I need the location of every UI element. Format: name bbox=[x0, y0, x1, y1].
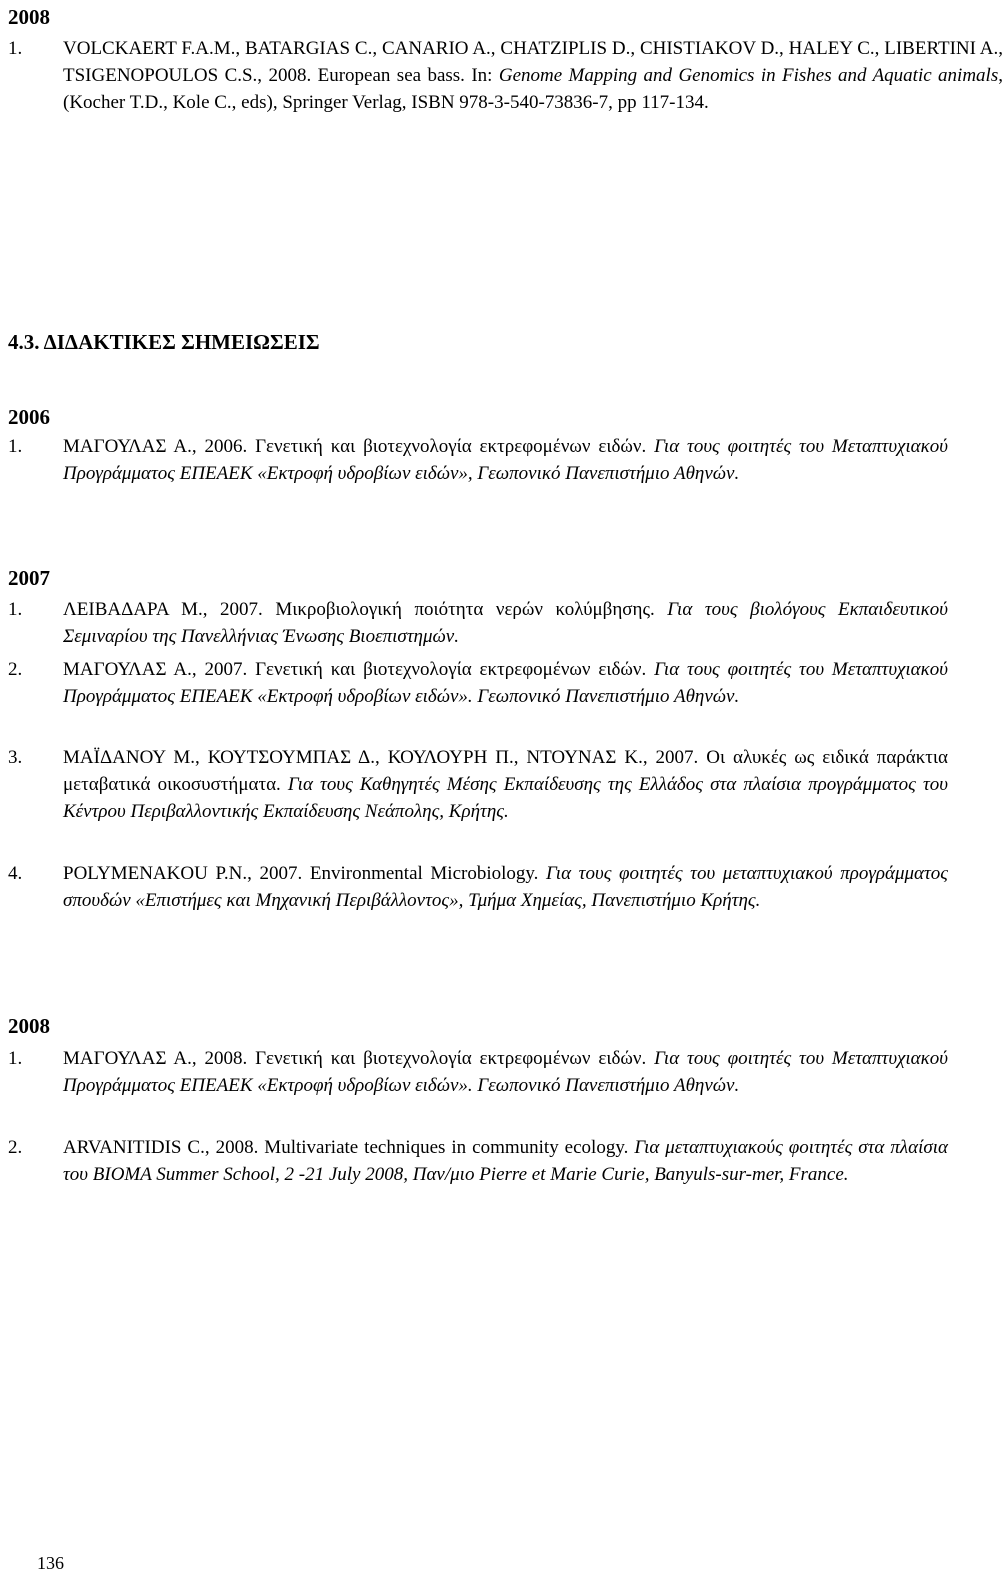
entry-number: 2. bbox=[8, 1137, 23, 1158]
entry-authors: VOLCKAERT F.A.M., BATARGIAS C., CANARIO A., CHATZIPLIS D., CHISTIAKOV D., HALEY C., LIBERTINI A., TSIGENOPOULOS C.S., 2008. European sea bass. In: bbox=[63, 38, 1003, 86]
entry-number: 1. bbox=[8, 38, 23, 59]
year-heading-2007: 2007 bbox=[8, 566, 50, 590]
lecture-entry bbox=[8, 860, 948, 914]
entry-main-text: ARVANITIDIS C., 2008. Multivariate techniques in community ecology. bbox=[63, 1137, 635, 1158]
year-heading-2008: 2008 bbox=[8, 1014, 50, 1038]
lecture-entry bbox=[8, 1134, 948, 1188]
entry-details: , (Kocher T.D., Kole C., eds), Springer Verlag, ISBN 978-3-540-73836-7, pp 117-134. bbox=[63, 65, 1003, 113]
page-number: 136 bbox=[37, 1553, 64, 1573]
lecture-entry bbox=[8, 744, 948, 825]
entry-main-text: ΜΑΓΟΥΛΑΣ Α., 2008. Γενετική και βιοτεχνολογία εκτρεφομένων ειδών. bbox=[63, 1048, 655, 1069]
section-title: 4.3. ΔΙΔΑΚΤΙΚΕΣ ΣΗΜΕΙΩΣΕΙΣ bbox=[8, 330, 320, 354]
entry-audience: Για μεταπτυχιακούς φοιτητές στα πλαίσια του BIOMA Summer School, 2 -21 July 2008, Παν/μιο Pierre et Marie Curie, Banyuls-sur-mer, France. bbox=[63, 1137, 948, 1185]
entry-main-text: ΛΕΙΒΑΔΑΡΑ Μ., 2007. Μικροβιολογική ποιότητα νερών κολύμβησης. bbox=[63, 599, 668, 620]
entry-main-text: ΜΑΓΟΥΛΑΣ Α., 2007. Γενετική και βιοτεχνολογία εκτρεφομένων ειδών. bbox=[63, 659, 655, 680]
entry-main-text: POLYMENAKOU P.N., 2007. Environmental Microbiology. bbox=[63, 863, 547, 884]
lecture-entry bbox=[8, 1045, 948, 1099]
entry-audience: Για τους φοιτητές του Μεταπτυχιακού Προγράμματος ΕΠΕΑΕΚ «Εκτροφή υδροβίων ειδών». Γεωπονικό Πανεπιστήμιο Αθηνών. bbox=[63, 659, 948, 707]
entry-main-text: ΜΑΓΟΥΛΑΣ Α., 2006. Γενετική και βιοτεχνολογία εκτρεφομένων ειδών. bbox=[63, 436, 655, 457]
entry-number: 1. bbox=[8, 436, 23, 457]
lecture-entry bbox=[8, 433, 948, 487]
entry-number: 3. bbox=[8, 747, 23, 768]
year-heading: 2008 bbox=[8, 5, 50, 29]
entry-audience: Για τους φοιτητές του μεταπτυχιακού προγράμματος σπουδών «Επιστήμες και Μηχανική Περιβάλλοντος», Τμήμα Χημείας, Πανεπιστήμιο Κρήτης. bbox=[63, 863, 948, 911]
entry-book-title: Genome Mapping and Genomics in Fishes and Aquatic animals bbox=[498, 65, 999, 86]
entry-number: 1. bbox=[8, 1048, 23, 1069]
entry-audience: Για τους φοιτητές του Μεταπτυχιακού Προγράμματος ΕΠΕΑΕΚ «Εκτροφή υδροβίων ειδών», Γεωπονικό Πανεπιστήμιο Αθηνών. bbox=[63, 436, 948, 484]
lecture-entry bbox=[8, 596, 948, 650]
lecture-entry bbox=[8, 656, 948, 710]
entry-audience: Για τους Καθηγητές Μέσης Εκπαίδευσης της Ελλάδος στα πλαίσια προγράμματος του Κέντρου Περιβαλλοντικής Εκπαίδευσης Νεάπολης, Κρήτης. bbox=[63, 774, 948, 822]
entry-number: 2. bbox=[8, 659, 23, 680]
entry-audience: Για τους φοιτητές του Μεταπτυχιακού Προγράμματος ΕΠΕΑΕΚ «Εκτροφή υδροβίων ειδών». Γεωπονικό Πανεπιστήμιο Αθηνών. bbox=[63, 1048, 948, 1096]
entry-number: 4. bbox=[8, 863, 23, 884]
entry-main-text: ΜΑΪΔΑΝΟΥ Μ., ΚΟΥΤΣΟΥΜΠΑΣ Δ., ΚΟΥΛΟΥΡΗ Π., ΝΤΟΥΝΑΣ Κ., 2007. Οι αλυκές ως ειδικά παράκτια μεταβατικά οικοσυστήματα. bbox=[63, 747, 948, 795]
entry-audience: Για τους βιολόγους Εκπαιδευτικού Σεμιναρίου της Πανελλήνιας Ένωσης Βιοεπιστημών. bbox=[63, 599, 948, 647]
publication-entry bbox=[8, 35, 1003, 116]
year-heading-2006: 2006 bbox=[8, 405, 50, 429]
entry-number: 1. bbox=[8, 599, 23, 620]
